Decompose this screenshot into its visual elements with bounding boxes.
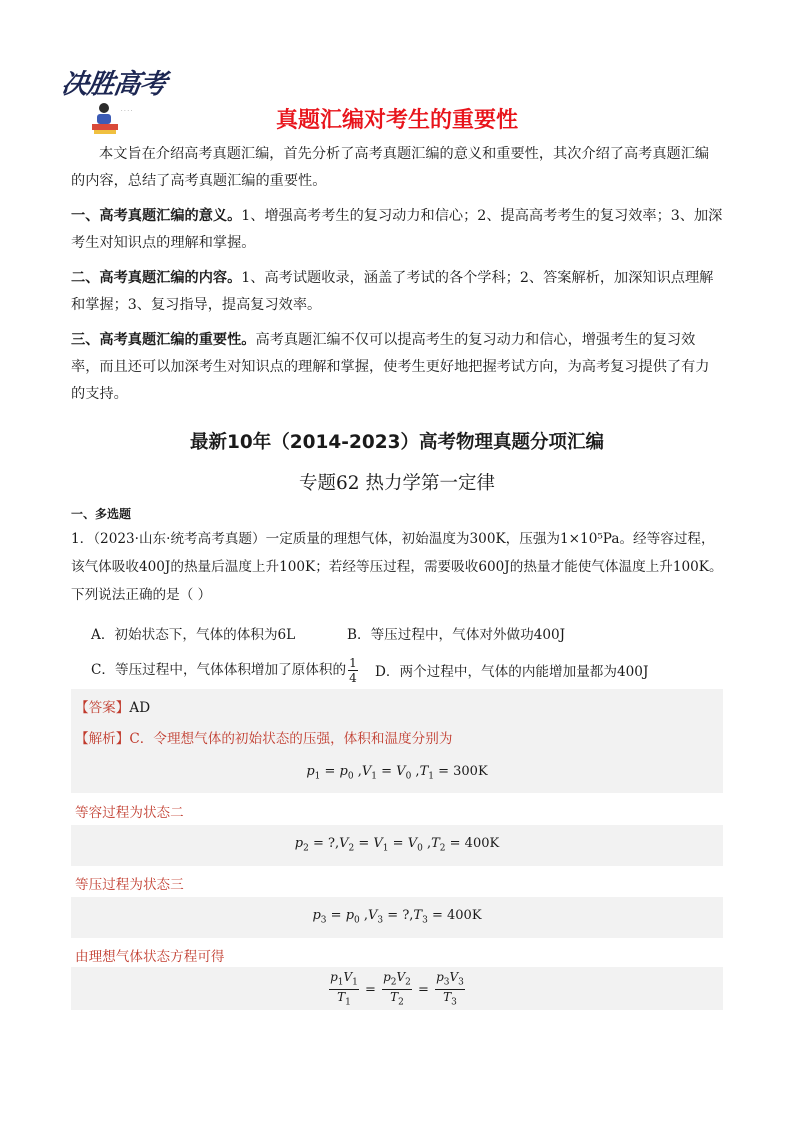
- equation-state-1: $p_1 = p_0$ $,V_1 = V_0$ $,T_1 = 300K$: [306, 764, 488, 782]
- pressure-value: 1×10⁵Pa: [560, 531, 620, 547]
- section-heading: 二、高考真题汇编的内容。: [71, 270, 242, 286]
- section-text: 1、增强高考考生的复习动力和信心；2、提高高考考生的复习效率；3、加深考生对知识点的理解和掌握。: [71, 208, 723, 251]
- state3-label: 等压过程为状态三: [75, 877, 184, 893]
- section-importance: [71, 327, 723, 408]
- topic-title: 专题62 热力学第一定律: [299, 473, 495, 494]
- section-text: 1、高考试题收录，涵盖了考试的各个学科；2、答案解析，加深知识点理解和掌握；3、复习指导，提高复习效率。: [71, 270, 714, 313]
- analysis-line: [75, 727, 452, 747]
- question-stem-part1: 一定质量的理想气体，初始温度为300K，压强为: [265, 531, 561, 547]
- gas-law-label: 由理想气体状态方程可得: [75, 949, 225, 965]
- answer-value: AD: [129, 700, 151, 716]
- option-b: B．等压过程中，气体对外做功400J: [347, 627, 566, 643]
- page-title: 真题汇编对考生的重要性: [275, 108, 518, 133]
- question-source: （2023·山东·统考高考真题）: [93, 531, 266, 547]
- answer-tag: 【答案】: [75, 700, 130, 716]
- collection-title: 最新10年（2014-2023）高考物理真题分项汇编: [190, 432, 604, 453]
- question-number: 1．: [71, 531, 94, 547]
- section-heading: 一、高考真题汇编的意义。: [71, 208, 242, 224]
- logo-text: 决胜高考: [59, 69, 168, 100]
- intro-paragraph: 本文旨在介绍高考真题汇编，首先分析了高考真题汇编的意义和重要性，其次介绍了高考真题汇编的内容，总结了高考真题汇编的重要性。: [71, 146, 710, 189]
- svg-text:· · · ·: · · · ·: [121, 108, 133, 114]
- eq1-value: 300K: [453, 764, 488, 779]
- section-meaning: [71, 203, 723, 257]
- ideal-gas-equation: $\frac{p_1V_1}{T_1}$ = $\frac{p_2V_2}{T_2}$ = $\frac{p_3V_3}{T_3}$: [330, 970, 464, 1008]
- analysis-text: C．令理想气体的初始状态的压强，体积和温度分别为: [129, 731, 453, 747]
- fraction-denominator: 4: [349, 671, 357, 685]
- question-stem-part2: 。经等容过程，该气体吸收400J的热量后温度上升100K；若经等压过程，需要吸收600J的热量才能使气体温度上升100K。下列说法正确的是（ ）: [71, 531, 723, 603]
- option-d: D．两个过程中，气体的内能增加量都为400J: [375, 664, 649, 680]
- question-stem: [71, 525, 725, 609]
- section-content: [71, 265, 723, 319]
- eq3-value: 400K: [447, 908, 482, 923]
- eq2-value: 400K: [464, 836, 500, 851]
- option-c-text: C．等压过程中，气体体积增加了原体积的: [91, 662, 347, 678]
- option-a: A．初始状态下，气体的体积为6L: [91, 627, 296, 643]
- fraction: [348, 656, 358, 685]
- section-text: 高考真题汇编不仅可以提高考生的复习动力和信心，增强考生的复习效率，而且还可以加深考生对知识点的理解和掌握，使考生更好地把握考试方向，为高考复习提供了有力的支持。: [71, 332, 710, 402]
- section-heading: 三、高考真题汇编的重要性。: [71, 332, 256, 348]
- equation-state-2: $p_2$ = $?,V_2 = V_1 = V_0$ $,T_2 = 400K$: [294, 836, 500, 854]
- analysis-tag: 【解析】: [75, 731, 130, 747]
- question-type-heading: 一、多选题: [71, 507, 132, 521]
- state2-label: 等容过程为状态二: [75, 805, 184, 821]
- equation-state-3: $p_3 = p_0$ $,V_3$ = $?,T_3 = 400K$: [312, 908, 482, 926]
- answer-line: [75, 696, 150, 716]
- fraction-numerator: 1: [349, 656, 357, 670]
- option-c: [91, 656, 360, 685]
